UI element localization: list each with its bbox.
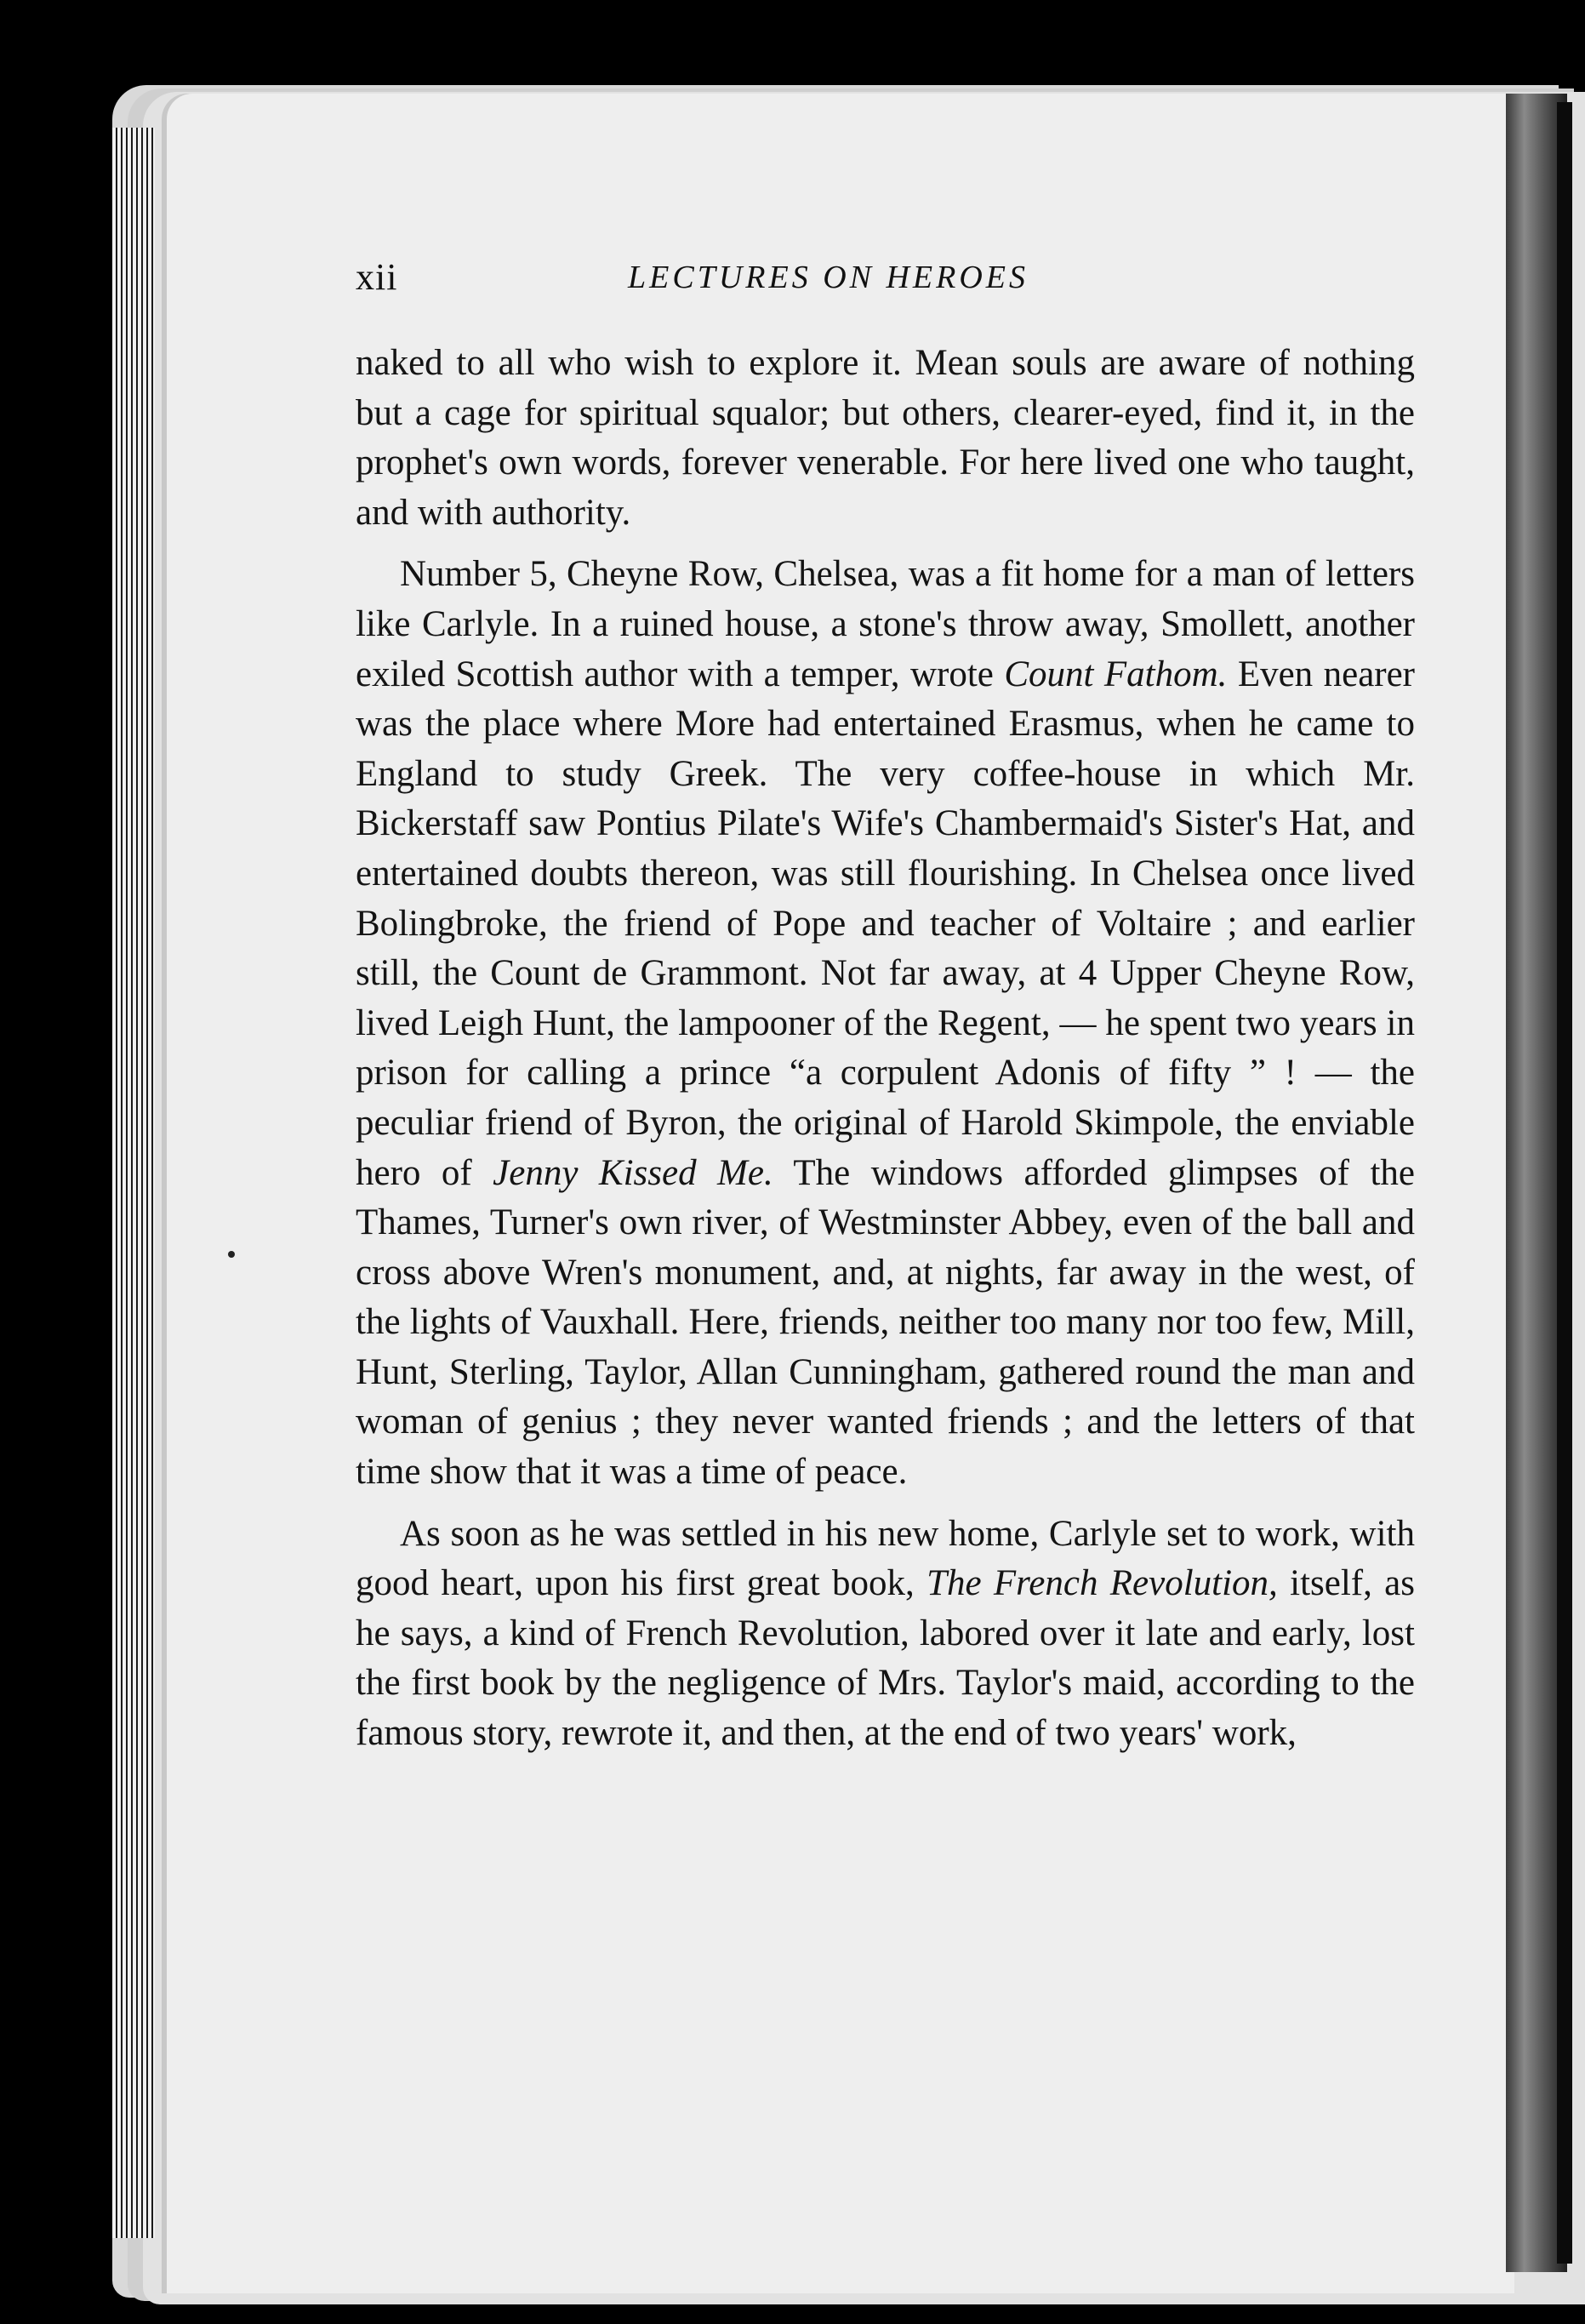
paragraph-3 xyxy=(356,1510,1415,1759)
paragraph-2 xyxy=(356,550,1415,1497)
book-gutter-edge xyxy=(1557,102,1572,2264)
paragraph-2-text-e: The windows afforded glimpses of the Thames, Turner's own river, of Westminster Abbey, even of the ball and cross above Wren's monument, and, at nights, far away in the west, of the lights of Vauxhall. Here, friends, neither too many nor too few, Mill, Hunt, Sterling, Taylor, Allan Cunningham, gathered round the man and woman of genius ; they never wanted friends ; and the letters of that time show that it was a time of peace. xyxy=(356,1152,1415,1493)
page-number: xii xyxy=(356,256,398,298)
title-french-revolution: The French Revolution, xyxy=(926,1563,1278,1604)
page-edges xyxy=(112,128,155,2238)
paragraph-3-text-c: itself, as he says, a kind of French Revolution, labored over it late and early, lost the first book by the negligence of Mrs. Taylor's maid, according to the famous story, rewrote it, and then, at the end of two years' work, xyxy=(356,1563,1415,1754)
running-head: LECTURES ON HEROES xyxy=(628,260,1029,295)
paragraph-1-text: naked to all who wish to explore it. Mean souls are aware of nothing but a cage for spiritual squalor; but others, clearer-eyed, find it, in the prophet's own words, forever venerable. For here lived one who taught, and with authority. xyxy=(356,343,1415,533)
page-header xyxy=(356,255,1419,306)
title-count-fathom: Count Fathom. xyxy=(1004,654,1228,694)
paragraph-2-text-a: Number 5, Cheyne Row, Chelsea, was a fit home for a man of letters like Carlyle. In a ruined house, a stone's throw away, Smollett, another exiled Scottish author with a temper, wrote xyxy=(356,554,1415,694)
ink-mark xyxy=(228,1251,235,1258)
body-text xyxy=(356,339,1415,1771)
paragraph-2-text-c: Even nearer was the place where More had entertained Erasmus, when he came to England to study Greek. The very coffee-house in which Mr. Bickerstaff saw Pontius Pilate's Wife's Chambermaid's Sister's Hat, and entertained doubts thereon, was still flourishing. In Chelsea once lived Bolingbroke, the friend of Pope and teacher of Voltaire ; and earlier still, the Count de Grammont. Not far away, at 4 Upper Cheyne Row, lived Leigh Hunt, the lampooner of the Regent, — he spent two years in prison for calling a prince “a corpulent Adonis of fifty ” ! — the peculiar friend of Byron, the original of Harold Skimpole, the enviable hero of xyxy=(356,654,1416,1193)
title-jenny-kissed-me: Jenny Kissed Me. xyxy=(493,1152,773,1193)
paragraph-3-text-a: As soon as he was settled in his new home, Carlyle set to work, with good heart, upon his first great book, xyxy=(356,1513,1415,1604)
paragraph-1 xyxy=(356,339,1415,538)
